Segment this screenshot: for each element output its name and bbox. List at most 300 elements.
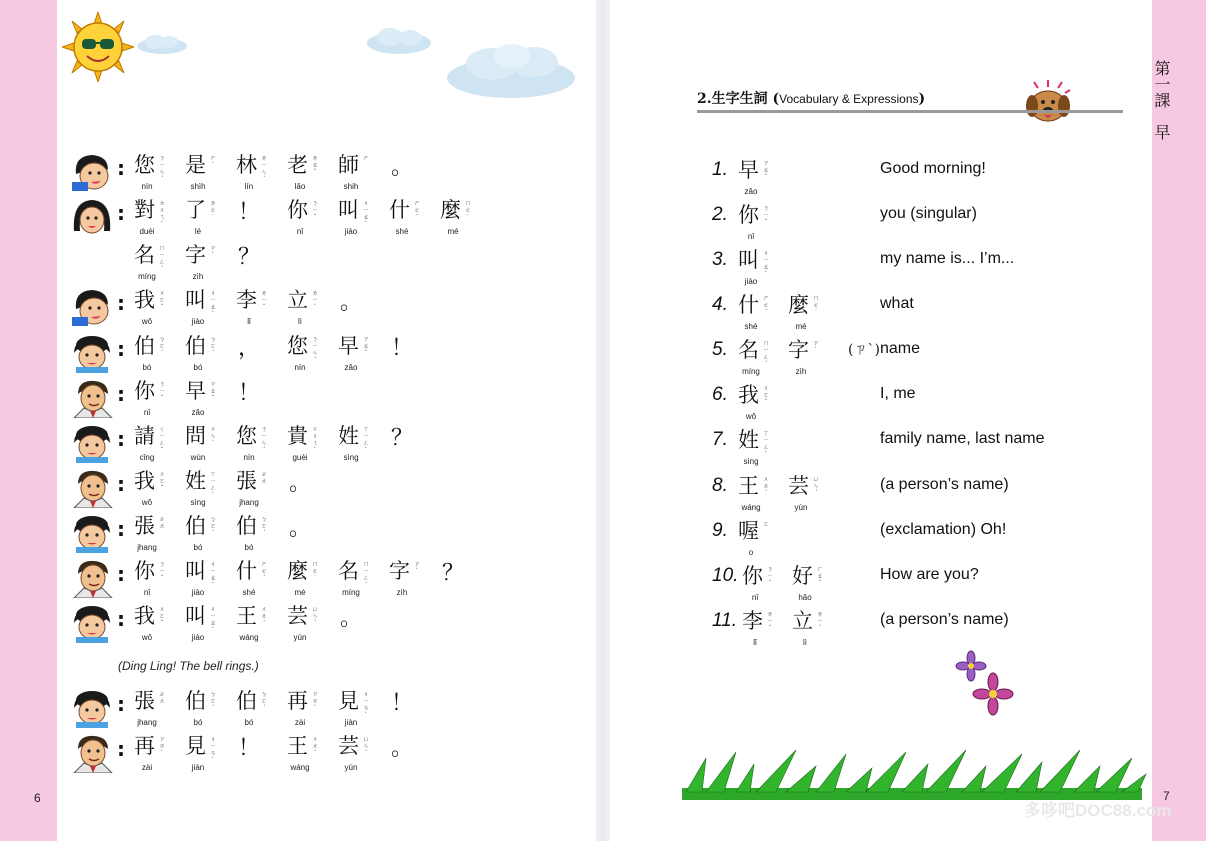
pinyin: jhang bbox=[137, 543, 157, 552]
zhuyin-annotation: ㄐㄧㄠˋ bbox=[762, 250, 769, 278]
hanzi: 張 bbox=[134, 514, 155, 538]
vocab-item bbox=[712, 202, 1132, 246]
zhuyin-annotation: ㄨㄤˊ bbox=[762, 476, 769, 497]
word-cell bbox=[185, 333, 231, 377]
punctuation bbox=[236, 197, 282, 241]
speaker-colon: : bbox=[117, 737, 125, 761]
zhuyin-annotation: ㄇㄜ˙ bbox=[464, 200, 471, 221]
pinyin: wùn bbox=[190, 453, 206, 462]
flowers-icon bbox=[955, 650, 1017, 718]
hanzi: 王 bbox=[738, 474, 759, 498]
pinyin: míng bbox=[342, 588, 360, 597]
zhuyin-annotation: ㄇㄧㄥˊ bbox=[158, 245, 165, 273]
punctuation-mark: 。 bbox=[340, 290, 363, 315]
hanzi: 立 bbox=[287, 288, 308, 312]
hanzi: 喔 bbox=[738, 519, 759, 543]
pinyin: bó bbox=[244, 543, 254, 552]
pinyin: cǐng bbox=[139, 453, 155, 462]
hanzi: 好 bbox=[792, 564, 813, 588]
lesson-side-title: 第一課 早 bbox=[1152, 60, 1171, 140]
word-cell bbox=[287, 333, 333, 377]
hanzi: 您 bbox=[236, 424, 257, 448]
vocab-item bbox=[712, 382, 1132, 426]
zhuyin-annotation: ㄐㄧㄢˋ bbox=[362, 691, 369, 719]
vocab-item bbox=[712, 608, 1132, 652]
zhuyin-annotation: ㄐㄧㄠˋ bbox=[362, 200, 369, 228]
vocab-number: 2. bbox=[712, 204, 728, 225]
pinyin: lì bbox=[298, 317, 302, 326]
word-cell bbox=[236, 468, 282, 512]
hanzi: 是 bbox=[185, 153, 206, 177]
punctuation-mark: 。 bbox=[289, 471, 312, 496]
hanzi: 姓 bbox=[185, 469, 206, 493]
vocab-number: 4. bbox=[712, 294, 728, 315]
hanzi: 麼 bbox=[788, 293, 809, 317]
hanzi: 你 bbox=[742, 564, 763, 588]
punctuation bbox=[440, 558, 486, 602]
speaker-colon: : bbox=[117, 607, 125, 631]
word-cell bbox=[236, 558, 282, 602]
word-cell bbox=[287, 423, 333, 467]
pinyin: guèi bbox=[292, 453, 308, 462]
zhuyin-annotation: ㄋㄧˇ bbox=[311, 200, 318, 221]
zhuyin-annotation: ㄒㄧㄥˋ bbox=[762, 430, 769, 458]
zhuyin-annotation: ㄕ bbox=[362, 155, 369, 162]
vocab-definition: what bbox=[880, 295, 914, 312]
vocab-definition: family name, last name bbox=[880, 430, 1045, 447]
hanzi: 師 bbox=[338, 153, 359, 177]
zhuyin-annotation: ㄐㄧㄢˋ bbox=[209, 736, 216, 764]
punctuation-mark: ？ bbox=[238, 245, 261, 270]
zhuyin-annotation: ㄏㄠˇ bbox=[816, 566, 823, 587]
hanzi: 名 bbox=[134, 243, 155, 267]
pinyin: jiào bbox=[191, 317, 205, 326]
word-cell bbox=[236, 513, 282, 557]
section-rule bbox=[697, 110, 1123, 113]
zhuyin-annotation: ㄩㄣˊ bbox=[812, 476, 819, 497]
hanzi: 王 bbox=[287, 734, 308, 758]
word-cell bbox=[338, 558, 384, 602]
zhuyin-annotation: ㄗˋ bbox=[413, 561, 420, 575]
man-avatar-icon bbox=[70, 468, 114, 508]
pinyin: wáng bbox=[239, 633, 259, 642]
zhuyin-annotation: ㄌㄧˋ bbox=[816, 611, 823, 632]
punctuation-mark: 。 bbox=[289, 516, 312, 541]
pinyin: hǎo bbox=[798, 593, 812, 602]
cloud-icon-medium bbox=[364, 26, 434, 56]
hanzi: 芸 bbox=[788, 474, 809, 498]
hanzi: 什 bbox=[738, 293, 759, 317]
word-cell bbox=[338, 423, 384, 467]
punctuation-mark: ？ bbox=[442, 561, 465, 586]
punctuation bbox=[338, 287, 384, 331]
hanzi: 字 bbox=[389, 559, 410, 583]
punctuation bbox=[389, 688, 435, 732]
vocab-number: 9. bbox=[712, 520, 728, 541]
punctuation-mark: ！ bbox=[238, 381, 261, 406]
pinyin: zài bbox=[141, 763, 153, 772]
pinyin: bó bbox=[193, 363, 203, 372]
hanzi: 您 bbox=[134, 153, 155, 177]
hanzi: 再 bbox=[134, 734, 155, 758]
pinyin: bó bbox=[244, 718, 254, 727]
vocab-definition: (a person’s name) bbox=[880, 476, 1009, 493]
word-cell bbox=[738, 247, 790, 291]
word-cell bbox=[185, 287, 231, 331]
word-cell bbox=[788, 292, 840, 336]
vocab-number: 3. bbox=[712, 249, 728, 270]
word-cell bbox=[185, 197, 231, 241]
pinyin: nǐ bbox=[751, 593, 759, 602]
word-cell bbox=[287, 603, 333, 647]
pinyin: bó bbox=[193, 543, 203, 552]
punctuation-mark: ？ bbox=[391, 426, 414, 451]
zhuyin-annotation: ㄌㄧˇ bbox=[766, 611, 773, 632]
pinyin: jiào bbox=[191, 633, 205, 642]
pinyin: yún bbox=[794, 503, 808, 512]
hanzi: 你 bbox=[134, 559, 155, 583]
pinyin: zìh bbox=[192, 272, 204, 281]
word-cell bbox=[236, 287, 282, 331]
pinyin: wǒ bbox=[745, 412, 757, 421]
zhuyin-annotation: ㄌㄜ˙ bbox=[209, 200, 216, 221]
pinyin: nǐ bbox=[143, 408, 151, 417]
word-cell bbox=[185, 558, 231, 602]
vocab-item bbox=[712, 563, 1132, 607]
word-cell bbox=[185, 603, 231, 647]
pinyin: jhang bbox=[239, 498, 259, 507]
vocab-item bbox=[712, 337, 1132, 381]
pinyin: wáng bbox=[290, 763, 310, 772]
punctuation-mark: ， bbox=[238, 336, 261, 361]
hanzi: 什 bbox=[236, 559, 257, 583]
section-heading-zh: 2.生字生詞 bbox=[697, 91, 768, 107]
hanzi: 伯 bbox=[185, 689, 206, 713]
word-cell bbox=[134, 242, 180, 286]
woman-avatar-icon bbox=[70, 423, 114, 463]
pinyin: jiào bbox=[744, 277, 758, 286]
zhuyin-annotation: ㄗㄠˇ bbox=[209, 381, 216, 402]
hanzi: 我 bbox=[134, 288, 155, 312]
word-cell bbox=[134, 333, 180, 377]
word-cell bbox=[389, 197, 435, 241]
pinyin: wǒ bbox=[141, 633, 153, 642]
hanzi: 你 bbox=[134, 379, 155, 403]
hanzi: 老 bbox=[287, 153, 308, 177]
vocab-definition: my name is... I’m... bbox=[880, 250, 1015, 267]
word-cell bbox=[185, 423, 231, 467]
zhuyin-annotation: ㄋㄧㄣˊ bbox=[158, 155, 165, 183]
zhuyin-annotation: ㄌㄧˋ bbox=[311, 290, 318, 311]
word-cell bbox=[134, 558, 180, 602]
pinyin: nín bbox=[294, 363, 306, 372]
pinyin: yún bbox=[344, 763, 358, 772]
hanzi: 字 bbox=[185, 243, 206, 267]
pinyin: nǐ bbox=[747, 232, 755, 241]
punctuation bbox=[389, 423, 435, 467]
zhuyin-annotation: ㄕㄜˊ bbox=[260, 561, 267, 582]
zhuyin-annotation: ㄕㄜˊ bbox=[413, 200, 420, 221]
hanzi: 再 bbox=[287, 689, 308, 713]
word-cell bbox=[134, 688, 180, 732]
hanzi: 張 bbox=[236, 469, 257, 493]
word-cell bbox=[185, 378, 231, 422]
pinyin: sìng bbox=[343, 453, 359, 462]
hanzi: 芸 bbox=[338, 734, 359, 758]
zhuyin-annotation: ㄋㄧㄣˊ bbox=[311, 336, 318, 364]
zhuyin-annotation: ㄋㄧˇ bbox=[158, 561, 165, 582]
zhuyin-annotation: ㄨㄛˇ bbox=[158, 290, 165, 311]
zhuyin-annotation: ㄇㄧㄥˊ bbox=[362, 561, 369, 589]
section-heading-en: Vocabulary & Expressions bbox=[779, 92, 919, 106]
zhuyin-annotation: ㄅㄛˊ bbox=[260, 691, 267, 712]
word-cell bbox=[236, 603, 282, 647]
zhuyin-annotation: ㄨㄤˊ bbox=[311, 736, 318, 757]
hanzi: 伯 bbox=[236, 514, 257, 538]
zhuyin-annotation: ㄩㄣˊ bbox=[311, 606, 318, 627]
word-cell bbox=[738, 202, 790, 246]
sun-sunglasses-icon bbox=[62, 12, 134, 82]
word-cell bbox=[742, 608, 794, 652]
word-cell bbox=[738, 382, 790, 426]
left-margin-band bbox=[0, 0, 57, 841]
zhuyin-annotation: ㄅㄛˊ bbox=[209, 336, 216, 357]
word-cell bbox=[738, 427, 790, 471]
word-cell bbox=[738, 473, 790, 517]
vocab-number: 5. bbox=[712, 339, 728, 360]
zhuyin-annotation: ㄌㄧㄣˊ bbox=[260, 155, 267, 183]
hanzi: 叫 bbox=[185, 604, 206, 628]
pinyin: jiàn bbox=[344, 718, 358, 727]
puppy-icon bbox=[1020, 80, 1078, 126]
word-cell bbox=[738, 337, 790, 381]
word-cell bbox=[134, 603, 180, 647]
pinyin: zài bbox=[294, 718, 306, 727]
word-cell bbox=[287, 558, 333, 602]
page-number-left: 6 bbox=[34, 791, 41, 805]
zhuyin-annotation: ㄐㄧㄠˋ bbox=[209, 606, 216, 634]
hanzi: 名 bbox=[338, 559, 359, 583]
hanzi: 伯 bbox=[134, 334, 155, 358]
pinyin: jhang bbox=[137, 718, 157, 727]
vocab-number: 11. bbox=[712, 610, 738, 631]
vocab-note: (ㄗˋ) bbox=[848, 342, 880, 358]
word-cell bbox=[134, 378, 180, 422]
zhuyin-annotation: ㄨㄛˇ bbox=[158, 606, 165, 627]
zhuyin-annotation: ㄋㄧㄣˊ bbox=[260, 426, 267, 454]
hanzi: 我 bbox=[738, 383, 759, 407]
speaker-colon: : bbox=[117, 291, 125, 315]
pinyin: wǒ bbox=[141, 317, 153, 326]
pinyin: zǎo bbox=[191, 408, 205, 417]
pinyin: shé bbox=[744, 322, 758, 331]
word-cell bbox=[134, 197, 180, 241]
word-cell bbox=[287, 688, 333, 732]
boy-avatar-icon bbox=[70, 287, 114, 327]
hanzi: 立 bbox=[792, 609, 813, 633]
hanzi: 早 bbox=[185, 379, 206, 403]
pinyin: lǎo bbox=[294, 182, 306, 191]
hanzi: 李 bbox=[742, 609, 763, 633]
zhuyin-annotation: ㄇㄜ˙ bbox=[311, 561, 318, 582]
hanzi: 早 bbox=[338, 334, 359, 358]
hanzi: 字 bbox=[788, 338, 809, 362]
vocab-number: 10. bbox=[712, 565, 739, 586]
hanzi: 你 bbox=[738, 203, 759, 227]
pinyin: duèi bbox=[139, 227, 155, 236]
hanzi: 請 bbox=[134, 424, 155, 448]
vocab-item bbox=[712, 157, 1132, 201]
hanzi: 什 bbox=[389, 198, 410, 222]
word-cell bbox=[134, 152, 180, 196]
punctuation bbox=[389, 733, 435, 777]
vocab-definition: (a person’s name) bbox=[880, 611, 1009, 628]
word-cell bbox=[389, 558, 435, 602]
punctuation bbox=[338, 603, 384, 647]
pinyin: sìng bbox=[743, 457, 759, 466]
pinyin: wǒ bbox=[141, 498, 153, 507]
zhuyin-annotation: ㄐㄧㄠˋ bbox=[209, 290, 216, 318]
vocab-definition: name bbox=[880, 340, 921, 357]
speaker-colon: : bbox=[117, 337, 125, 361]
word-cell bbox=[338, 733, 384, 777]
pinyin: nǐ bbox=[296, 227, 304, 236]
word-cell bbox=[338, 197, 384, 241]
vocab-number: 8. bbox=[712, 475, 728, 496]
word-cell bbox=[738, 292, 790, 336]
hanzi: 了 bbox=[185, 198, 206, 222]
punctuation bbox=[236, 242, 282, 286]
word-cell bbox=[338, 333, 384, 377]
hanzi: 名 bbox=[738, 338, 759, 362]
pinyin: yún bbox=[293, 633, 307, 642]
pinyin: mé bbox=[795, 322, 807, 331]
punctuation-mark: 。 bbox=[340, 606, 363, 631]
word-cell bbox=[287, 152, 333, 196]
word-cell bbox=[134, 468, 180, 512]
word-cell bbox=[134, 513, 180, 557]
zhuyin-annotation: ㄨㄤˊ bbox=[260, 606, 267, 627]
word-cell bbox=[134, 287, 180, 331]
punctuation bbox=[287, 468, 333, 512]
pinyin: lǐ bbox=[247, 317, 251, 326]
vocab-definition: How are you? bbox=[880, 566, 979, 583]
vocab-item bbox=[712, 247, 1132, 291]
word-cell bbox=[738, 157, 790, 201]
cloud-icon-small bbox=[135, 33, 189, 55]
speaker-colon: : bbox=[117, 562, 125, 586]
vocab-item bbox=[712, 427, 1132, 471]
punctuation-mark: ！ bbox=[391, 691, 414, 716]
man-avatar-icon bbox=[70, 558, 114, 598]
punctuation bbox=[389, 333, 435, 377]
zhuyin-annotation: ㄍㄨㄟˋ bbox=[311, 426, 318, 454]
zhuyin-annotation: ㄨㄛˇ bbox=[158, 471, 165, 492]
zhuyin-annotation: ㄑㄧㄥˇ bbox=[158, 426, 165, 454]
hanzi: 伯 bbox=[185, 334, 206, 358]
hanzi: 伯 bbox=[185, 514, 206, 538]
zhuyin-annotation: ㄋㄧˇ bbox=[158, 381, 165, 402]
vocab-definition: Good morning! bbox=[880, 160, 986, 177]
hanzi: 叫 bbox=[738, 248, 759, 272]
word-cell bbox=[185, 513, 231, 557]
word-cell bbox=[287, 287, 333, 331]
word-cell bbox=[185, 468, 231, 512]
zhuyin-annotation: ㄕˋ bbox=[209, 155, 216, 169]
hanzi: 見 bbox=[338, 689, 359, 713]
vocab-definition: you (singular) bbox=[880, 205, 977, 222]
punctuation-mark: 。 bbox=[391, 155, 414, 180]
zhuyin-annotation: ㄗㄞˋ bbox=[311, 691, 318, 712]
man-avatar-icon bbox=[70, 378, 114, 418]
word-cell bbox=[792, 608, 844, 652]
word-cell bbox=[287, 197, 333, 241]
speaker-colon: : bbox=[117, 156, 125, 180]
pinyin: jiào bbox=[191, 588, 205, 597]
speaker-colon: : bbox=[117, 472, 125, 496]
pinyin: o bbox=[748, 548, 754, 557]
speaker-colon: : bbox=[117, 427, 125, 451]
zhuyin-annotation: ㄓㄤ bbox=[158, 516, 165, 530]
word-cell bbox=[236, 423, 282, 467]
man-avatar-icon bbox=[70, 733, 114, 773]
bell-caption: (Ding Ling! The bell rings.) bbox=[118, 659, 259, 673]
vocab-definition: I, me bbox=[880, 385, 916, 402]
zhuyin-annotation: ㄇㄧㄥˊ bbox=[762, 340, 769, 368]
zhuyin-annotation: ㄋㄧˇ bbox=[766, 566, 773, 587]
pinyin: wáng bbox=[741, 503, 761, 512]
word-cell bbox=[134, 733, 180, 777]
zhuyin-annotation: ㄓㄤ bbox=[260, 471, 267, 485]
hanzi: 問 bbox=[185, 424, 206, 448]
pinyin: shih bbox=[343, 182, 359, 191]
hanzi: 姓 bbox=[338, 424, 359, 448]
word-cell bbox=[134, 423, 180, 467]
book-gutter bbox=[596, 0, 610, 841]
woman-avatar-icon bbox=[70, 333, 114, 373]
cloud-icon-large bbox=[444, 40, 578, 102]
zhuyin-annotation: ㄗˋ bbox=[812, 340, 819, 354]
vocab-number: 7. bbox=[712, 429, 728, 450]
zhuyin-annotation: ㄐㄧㄠˋ bbox=[209, 561, 216, 589]
pinyin: lé bbox=[194, 227, 202, 236]
hanzi: 李 bbox=[236, 288, 257, 312]
pinyin: míng bbox=[138, 272, 156, 281]
pinyin: míng bbox=[742, 367, 760, 376]
speaker-colon: : bbox=[117, 201, 125, 225]
word-cell bbox=[788, 473, 840, 517]
speaker-colon: : bbox=[117, 517, 125, 541]
zhuyin-annotation: ㄉㄨㄟˋ bbox=[158, 200, 165, 228]
woman-avatar-icon bbox=[70, 513, 114, 553]
speaker-colon: : bbox=[117, 692, 125, 716]
zhuyin-annotation: ㄌㄠˇ bbox=[311, 155, 318, 176]
pinyin: lì bbox=[803, 638, 807, 647]
hanzi: 麼 bbox=[287, 559, 308, 583]
zhuyin-annotation: ㄋㄧˇ bbox=[762, 205, 769, 226]
word-cell bbox=[185, 242, 231, 286]
zhuyin-annotation: ㄓㄤ bbox=[158, 691, 165, 705]
pinyin: bó bbox=[193, 718, 203, 727]
word-cell bbox=[287, 733, 333, 777]
pinyin: zìh bbox=[396, 588, 408, 597]
word-cell bbox=[338, 152, 384, 196]
zhuyin-annotation: ㄕㄜˊ bbox=[762, 295, 769, 316]
zhuyin-annotation: ㄅㄛˊ bbox=[209, 691, 216, 712]
zhuyin-annotation: ㄗㄠˇ bbox=[762, 160, 769, 181]
zhuyin-annotation: ㄗㄠˇ bbox=[362, 336, 369, 357]
hanzi: 您 bbox=[287, 334, 308, 358]
